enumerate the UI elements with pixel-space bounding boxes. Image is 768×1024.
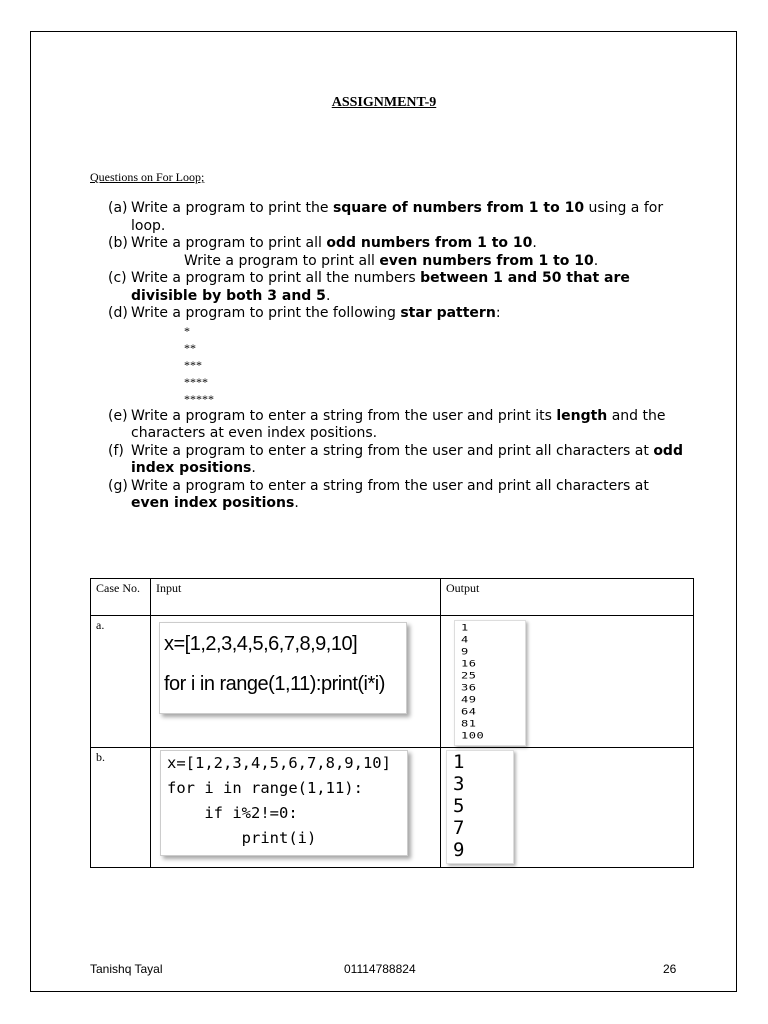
- question-text: Write a program to enter a string from the user and print all characters at: [131, 477, 649, 494]
- code-line: print(i): [167, 829, 317, 847]
- output-line: 1: [461, 623, 469, 633]
- case-no-cell: b.: [91, 748, 151, 868]
- output-line: 81: [461, 719, 477, 729]
- question-b-even: [108, 253, 688, 271]
- output-line: 36: [461, 683, 477, 693]
- question-label: (f): [108, 442, 124, 459]
- case-no-cell: a.: [91, 616, 151, 748]
- question-bold-text: square of numbers from 1 to 10: [332, 200, 585, 216]
- question-text: .: [325, 287, 331, 304]
- code-line: for i in range(1,11):: [167, 779, 363, 797]
- question-text: and the characters at even index positions.: [131, 407, 666, 441]
- question-bold-text: star pattern: [400, 305, 496, 321]
- question-g: [108, 478, 688, 513]
- output-line: 100: [461, 731, 485, 741]
- code-line: x=[1,2,3,4,5,6,7,8,9,10]: [164, 633, 358, 655]
- question-bold-text: between 1 and 50 that are divisible by both 3 and 5: [131, 270, 630, 304]
- input-cell: [151, 748, 441, 868]
- code-screenshot: [160, 750, 408, 856]
- star-line: ****: [184, 374, 208, 389]
- page-title: ASSIGNMENT-9: [331, 95, 437, 110]
- code-line: x=[1,2,3,4,5,6,7,8,9,10]: [167, 754, 391, 772]
- output-screenshot: [446, 750, 514, 864]
- question-a: [108, 200, 688, 235]
- header-output: Output: [441, 579, 694, 616]
- table-header-row: [91, 579, 694, 616]
- question-text: .: [593, 252, 599, 269]
- output-line: 25: [461, 671, 477, 681]
- question-text: using a for loop.: [131, 200, 664, 234]
- footer-author: Tanishq Tayal: [90, 962, 163, 976]
- output-line: 3: [453, 773, 465, 795]
- question-text: Write a program to print all the numbers: [131, 270, 421, 286]
- question-text: .: [251, 460, 256, 476]
- question-label: (a): [108, 200, 128, 216]
- input-cell: [151, 616, 441, 748]
- output-line: 64: [461, 707, 477, 717]
- footer-number: 01114788824: [344, 962, 416, 976]
- question-label: (g): [108, 477, 128, 494]
- code-screenshot: [159, 622, 407, 714]
- question-text: .: [294, 495, 299, 511]
- question-text: Write a program to print the following: [131, 305, 401, 321]
- star-line: **: [184, 340, 196, 355]
- question-text: Write a program to enter a string from the user and print all characters at: [131, 442, 654, 459]
- question-bold-text: odd numbers from 1 to 10: [326, 235, 533, 251]
- output-cell: [441, 616, 694, 748]
- output-screenshot: [454, 620, 526, 746]
- output-line: 9: [453, 839, 465, 861]
- table-row: [91, 748, 694, 868]
- output-line: 16: [461, 659, 477, 669]
- question-label: (c): [108, 270, 127, 286]
- question-bold-text: even numbers from 1 to 10: [379, 252, 594, 269]
- question-d: [108, 305, 688, 323]
- star-pattern: [108, 323, 688, 408]
- question-bold-text: odd index positions: [131, 442, 683, 476]
- question-c: [108, 270, 688, 305]
- code-line: for i in range(1,11):print(i*i): [164, 673, 385, 695]
- header-input: Input: [151, 579, 441, 616]
- section-subheading: Questions on For Loop;: [90, 170, 205, 184]
- question-list: [108, 200, 688, 513]
- question-label: (b): [108, 235, 128, 251]
- test-case-table: [90, 578, 694, 868]
- question-text: Write a program to enter a string from the user and print its: [131, 407, 557, 424]
- question-text: :: [495, 305, 501, 321]
- output-line: 5: [453, 795, 465, 817]
- star-line: *****: [184, 391, 214, 406]
- question-text: Write a program to print the: [131, 200, 333, 216]
- code-line: if i%2!=0:: [167, 804, 298, 822]
- question-label: (d): [108, 305, 128, 321]
- footer-page-number: 26: [663, 962, 677, 976]
- question-text: .: [532, 235, 537, 251]
- question-text: Write a program to print all: [184, 252, 380, 269]
- output-line: 49: [461, 695, 477, 705]
- question-bold-text: length: [556, 407, 608, 424]
- question-label: (e): [108, 407, 128, 424]
- question-text: Write a program to print all: [131, 235, 327, 251]
- table-row: [91, 616, 694, 748]
- star-line: *: [184, 323, 190, 338]
- question-f: [108, 443, 688, 478]
- question-b: [108, 235, 688, 253]
- question-e: [108, 408, 688, 443]
- output-line: 7: [453, 817, 465, 839]
- question-bold-text: even index positions: [131, 495, 295, 511]
- star-line: ***: [184, 357, 202, 372]
- header-case-no: Case No.: [91, 579, 151, 616]
- output-cell: [441, 748, 694, 868]
- output-line: 9: [461, 647, 469, 657]
- output-line: 4: [461, 635, 469, 645]
- output-line: 1: [453, 751, 465, 773]
